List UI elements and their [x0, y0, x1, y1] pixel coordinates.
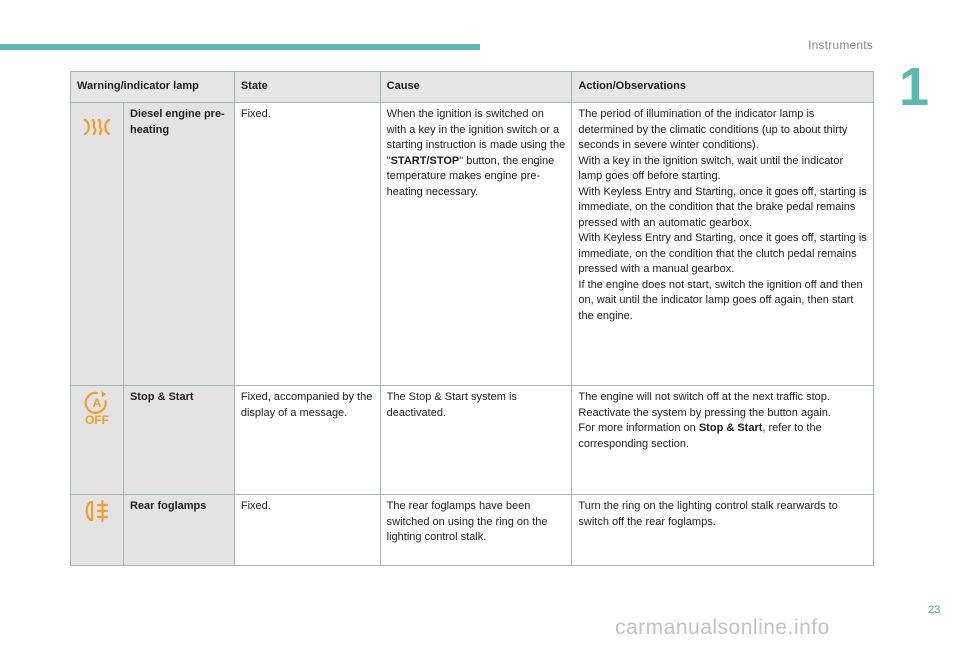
column-header-lamp: Warning/indicator lamp [71, 72, 235, 103]
lamp-state: Fixed. [234, 103, 380, 386]
diesel-preheating-icon [77, 117, 117, 137]
section-title: Instruments [808, 38, 873, 52]
lamp-cause: The Stop & Start system is deactivated. [380, 386, 572, 495]
lamp-cause: When the ignition is switched on with a key in the ignition switch or a starting instruction is made using the "START/STOP" button, the engine temperature makes engine pre-heating necessary. [380, 103, 572, 386]
lamp-state: Fixed. [234, 495, 380, 566]
accent-bar [0, 44, 480, 50]
rear-foglamp-icon [77, 499, 117, 523]
lamp-state: Fixed, accompanied by the display of a message. [234, 386, 380, 495]
lamp-name: Diesel engine pre-heating [123, 103, 234, 386]
lamp-name: Stop & Start [123, 386, 234, 495]
lamp-action: Turn the ring on the lighting control stalk rearwards to switch off the rear foglamps. [572, 495, 874, 566]
lamp-icon-cell [71, 103, 124, 386]
start-stop-keyword: START/STOP [390, 154, 460, 167]
lamp-icon-cell [71, 386, 124, 495]
lamp-action: The engine will not switch off at the next traffic stop. Reactivate the system by pressing the button again. For more information on Stop & Start, refer to the corresponding section. [572, 386, 874, 495]
column-header-action: Action/Observations [572, 72, 874, 103]
column-header-state: State [234, 72, 380, 103]
chapter-number: 1 [899, 57, 930, 117]
table-header-row [71, 72, 874, 103]
lamp-action: The period of illumination of the indicator lamp is determined by the climatic conditions (up to about thirty seconds in severe winter conditions). With a key in the ignition switch, wait until the indicator lamp goes off before starting. With Keyless Entry and Starting, once it goes off, starting is immediate, on the condition that the brake pedal remains pressed with an automatic gearbox. With Keyless Entry and Starting, once it goes off, starting is immediate, on the condition that the clutch pedal remains pressed with a manual gearbox. If the engine does not start, switch the ignition off and then on, wait until the indicator lamp goes off again, then start the engine. [572, 103, 874, 386]
page-number: 23 [928, 604, 941, 616]
table-row [71, 386, 874, 495]
lamp-name: Rear foglamps [123, 495, 234, 566]
table-row [71, 103, 874, 386]
lamp-icon-cell [71, 495, 124, 566]
stop-start-keyword: Stop & Start [698, 422, 763, 434]
svg-text:A: A [92, 396, 102, 410]
column-header-cause: Cause [380, 72, 572, 103]
watermark: carmanualsonline.info [615, 616, 830, 639]
warning-lamp-table [70, 71, 874, 566]
table-row [71, 495, 874, 566]
lamp-cause: The rear foglamps have been switched on using the ring on the lighting control stalk. [380, 495, 572, 566]
svg-text:OFF: OFF [84, 413, 109, 426]
stop-start-off-icon [77, 390, 117, 426]
